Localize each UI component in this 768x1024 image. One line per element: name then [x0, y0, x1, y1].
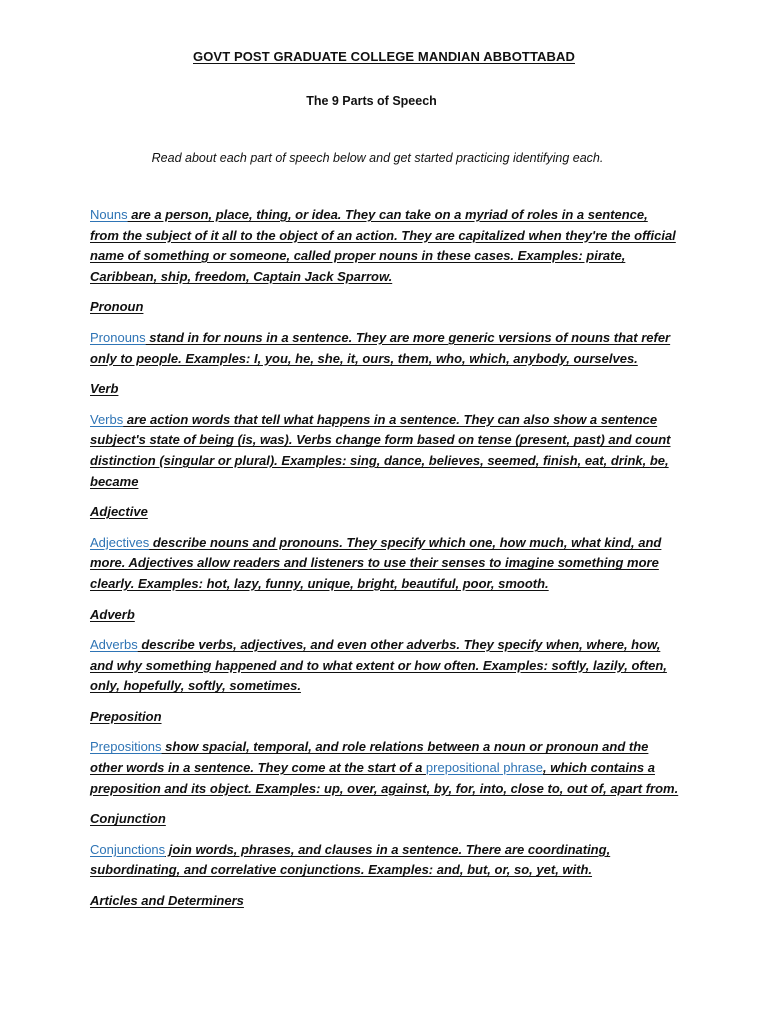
conjunction-heading: Conjunction	[90, 811, 166, 827]
college-name-text: GOVT POST GRADUATE COLLEGE MANDIAN ABBOTTABAD	[193, 49, 575, 64]
document-body	[90, 205, 680, 922]
adjectives-link[interactable]: Adjectives	[90, 534, 150, 550]
conjunction-text: join words, phrases, and clauses in a sentence. There are coordinating, subordinating, and correlative conjunctions. Examples: and, but, or, so, yet, with.	[90, 841, 611, 878]
preposition-text-before: show spacial, temporal, and role relations between a noun or pronoun and the other words in a sentence. They come at the start of a	[90, 739, 649, 776]
document-title: The 9 Parts of Speech	[306, 94, 437, 108]
intro-text: Read about each part of speech below and get started practicing identifying each.	[151, 151, 604, 165]
college-name	[0, 49, 768, 64]
pronoun-paragraph	[90, 328, 680, 369]
verbs-link[interactable]: Verbs	[90, 411, 124, 427]
conjunction-paragraph	[90, 840, 680, 881]
adjective-paragraph	[90, 533, 680, 595]
adverb-paragraph	[90, 635, 680, 697]
verb-text: are action words that tell what happens in a sentence. They can also show a sentence subject's state of being (is, was). Verbs change form based on tense (present, past) and count distinction (singular or plural). Examples: sing, dance, believes, seemed, finish, eat, drink, be, became	[90, 411, 671, 489]
adjective-text: describe nouns and pronouns. They specify which one, how much, what kind, and more. Adjectives allow readers and listeners to use their senses to imagine something more clearly. Examples: hot, lazy, funny, unique, bright, beautiful, poor, smooth.	[90, 534, 662, 591]
prepositions-link[interactable]: Prepositions	[90, 739, 162, 755]
pronoun-text: stand in for nouns in a sentence. They are more generic versions of nouns that refer only to people. Examples: I, you, he, she, it, ours, them, who, which, anybody, ourselves.	[90, 329, 671, 366]
pronoun-heading: Pronoun	[90, 299, 144, 315]
verb-heading: Verb	[90, 381, 119, 397]
adverb-text: describe verbs, adjectives, and even other adverbs. They specify when, where, how, and why something happened and to what extent or how often. Examples: softly, lazily, often, only, hopefully, softly, sometimes.	[90, 637, 667, 694]
adverb-heading: Adverb	[90, 606, 135, 622]
verb-paragraph	[90, 410, 680, 492]
nouns-paragraph	[90, 205, 680, 287]
adjective-heading: Adjective	[90, 504, 148, 520]
adverbs-link[interactable]: Adverbs	[90, 637, 138, 653]
conjunctions-link[interactable]: Conjunctions	[90, 841, 166, 857]
nouns-link[interactable]: Nouns	[90, 207, 128, 222]
prepositional-phrase-link[interactable]: prepositional phrase	[425, 760, 543, 776]
preposition-paragraph	[90, 737, 680, 799]
pronouns-link[interactable]: Pronouns	[90, 329, 146, 345]
articles-heading: Articles and Determiners	[90, 893, 244, 909]
preposition-text-after: , which contains a preposition and its object. Examples: up, over, against, by, for, into, close to, out of, apart from.	[90, 760, 679, 796]
nouns-text: are a person, place, thing, or idea. They can take on a myriad of roles in a sentence, from the subject of it all to the object of an action. They are capitalized when they're the official name of something or someone, called proper nouns in these cases. Examples: pirate, Caribbean, ship, freedom, Captain Jack Sparrow.	[90, 207, 676, 284]
preposition-heading: Preposition	[90, 708, 162, 724]
